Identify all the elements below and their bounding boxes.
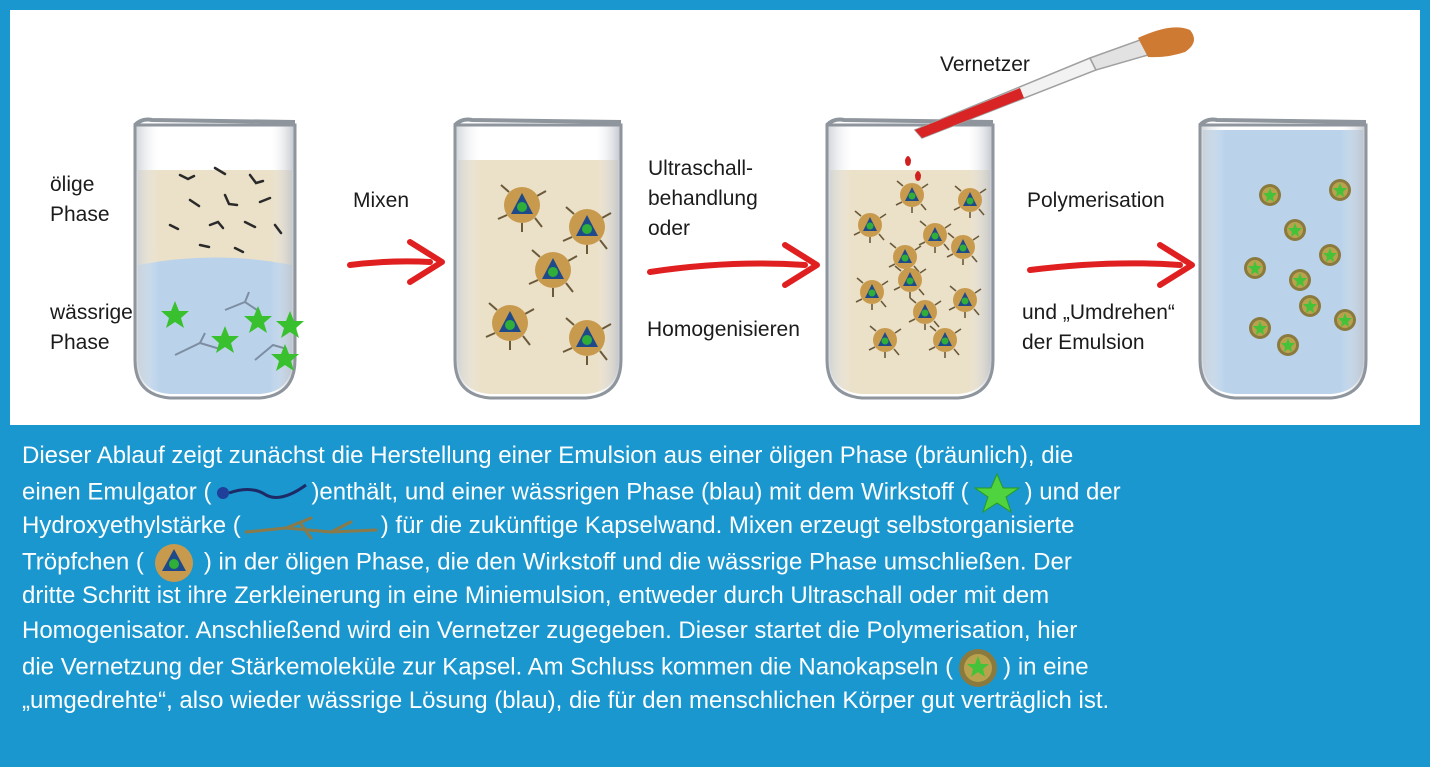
label-oily-phase: ölige Phase	[50, 173, 110, 226]
pipette-icon	[915, 27, 1194, 138]
beaker-nanocapsules	[1200, 120, 1366, 398]
desc-line-2: einen Emulgator ( )enthält, und einer wässrigen Phase (blau) mit dem Wirkstoff ( ) und der	[22, 473, 1412, 508]
label-ultrasound: Ultraschall- behandlung oder	[648, 157, 758, 240]
beaker-initial	[135, 120, 304, 398]
label-mix: Mixen	[353, 189, 410, 212]
active-agent-icon	[969, 473, 1025, 513]
arrow-polymerize	[1030, 245, 1192, 285]
label-polymerization: Polymerisation	[1027, 189, 1165, 212]
desc-line-3: Hydroxyethylstärke ( ) für die zukünftige Kapselwand. Mixen erzeugt selbstorganisierte	[22, 512, 1075, 539]
label-inversion: und „Umdrehen“ der Emulsion	[1022, 301, 1175, 354]
process-illustration	[10, 10, 1420, 425]
desc-line-1: Dieser Ablauf zeigt zunächst die Herstellung einer Emulsion aus einer öligen Phase (bräunlich), die	[22, 442, 1074, 469]
desc-line-5: dritte Schritt ist ihre Zerkleinerung in eine Miniemulsion, entweder durch Ultraschall oder mit dem	[22, 582, 1050, 609]
arrow-mix	[350, 242, 442, 282]
desc-line-6: Homogenisator. Anschließend wird ein Vernetzer zugegeben. Dieser startet die Polymerisation, hier	[22, 617, 1078, 644]
beaker-emulsion	[455, 120, 621, 398]
desc-line-7: die Vernetzung der Stärkemoleküle zur Kapsel. Am Schluss kommen die Nanokapseln ( ) in eine	[22, 648, 1412, 683]
label-homogenize: Homogenisieren	[647, 318, 800, 341]
emulsifier-icon	[211, 481, 311, 505]
droplet-icon	[144, 543, 204, 583]
starch-icon	[241, 514, 381, 540]
nanocapsule-icon	[953, 648, 1003, 688]
desc-line-8: „umgedrehte“, also wieder wässrige Lösung (blau), die für den menschlichen Körper gut verträglich ist.	[22, 687, 1110, 714]
label-crosslinker: Vernetzer	[940, 53, 1030, 76]
beaker-miniemulsion	[827, 120, 993, 398]
desc-line-4: Tröpfchen ( ) in der öligen Phase, die den Wirkstoff und die wässrige Phase umschließen. Der	[22, 543, 1412, 578]
label-aqueous-phase: wässrige Phase	[50, 301, 133, 354]
arrow-homogenize	[650, 245, 817, 285]
description-text	[22, 438, 1412, 718]
